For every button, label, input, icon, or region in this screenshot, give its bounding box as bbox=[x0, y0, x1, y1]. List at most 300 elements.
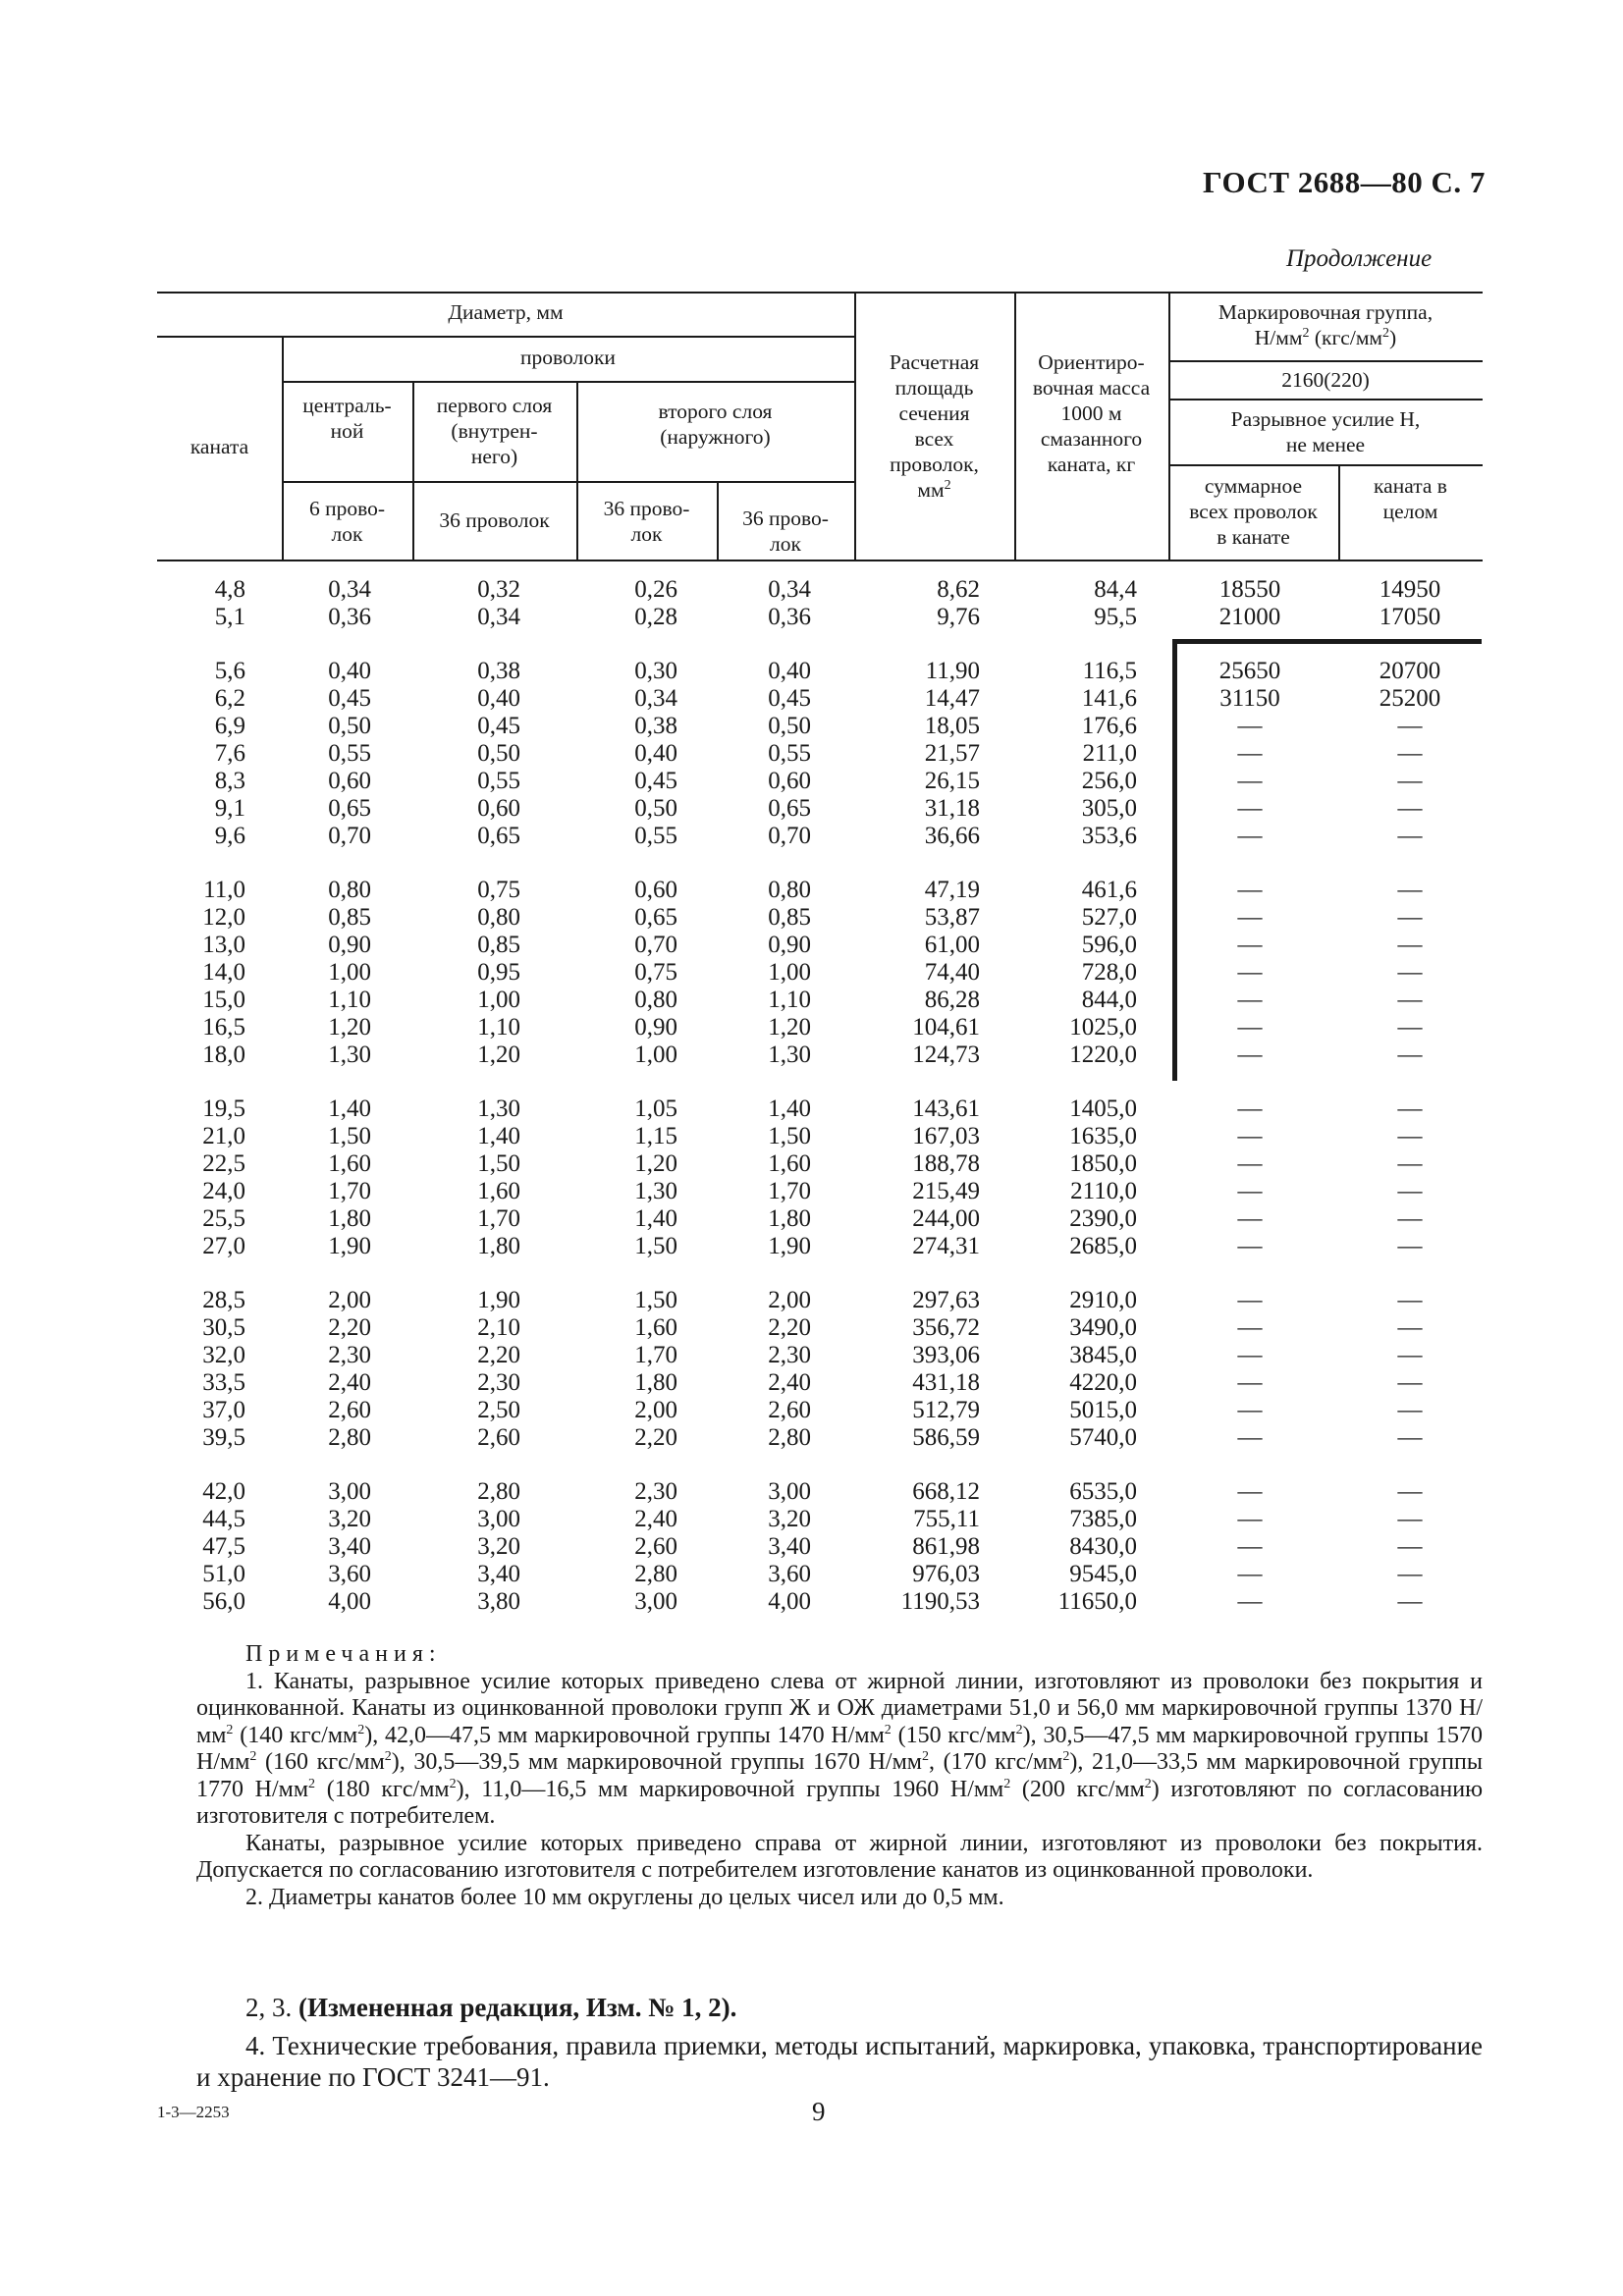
table-cell: 2,80 bbox=[768, 1424, 811, 1451]
table-cell: — bbox=[1237, 1150, 1263, 1177]
table-cell: 1,40 bbox=[768, 1095, 811, 1122]
table-cell: 36,66 bbox=[924, 823, 980, 849]
table-cell: — bbox=[1397, 932, 1423, 958]
table-row bbox=[0, 877, 1623, 904]
table-cell: 28,5 bbox=[202, 1287, 245, 1313]
table-row bbox=[0, 1041, 1623, 1069]
table-cell: 1,50 bbox=[328, 1123, 371, 1149]
table-cell: 0,80 bbox=[477, 904, 520, 931]
note-1: 1. Канаты, разрывное усилие которых приведено слева от жирной линии, изготовляют из проволоки без покрытия и оцинкованной. Канаты из оцинкованной проволоки групп Ж и ОЖ диаметрами 51,0 и 56,0 мм маркировочной группы 1370 $Н/мм^2$ (140 кгс/$мм^2$), 42,0—47,5 мм маркировочной группы 1470 $Н/мм^2$ (150 кгс/$мм^2$), 30,5—47,5 мм маркировочной группы 1570 $Н/мм^2$ (160 кгс/$мм^2$), 30,5—39,5 мм маркировочной группы 1670 $Н/мм^2$, (170 кгс/$мм^2$), 21,0—33,5 мм маркировочной группы 1770 $Н/мм^2$ (180 кгс/$мм^2$), 11,0—16,5 мм маркировочной группы 1960 $Н/мм^2$ (200 кгс/$мм^2$) изготовляют по согласованию изготовителя с потребителем. bbox=[196, 1668, 1483, 1829]
table-cell: 1,70 bbox=[328, 1178, 371, 1204]
table-cell: 15,0 bbox=[202, 987, 245, 1013]
table-cell: 0,40 bbox=[328, 658, 371, 684]
table-cell: 8430,0 bbox=[1069, 1533, 1137, 1560]
header-sum-wires: суммарное всех проволок в канате bbox=[1189, 474, 1318, 549]
table-cell: — bbox=[1237, 1478, 1263, 1505]
table-cell: 1,60 bbox=[477, 1178, 520, 1204]
table-cell: 2,00 bbox=[634, 1397, 677, 1423]
header-mark-group: Маркировочная группа, $Н/мм^2$ $(кгс/мм^2)$ bbox=[1217, 300, 1434, 349]
table-cell: 2,40 bbox=[768, 1369, 811, 1396]
table-cell: 0,45 bbox=[768, 685, 811, 712]
header-first-layer: первого слоя (внутрен- него) bbox=[436, 394, 553, 468]
table-cell: 1190,53 bbox=[900, 1588, 980, 1615]
table-cell: 2,20 bbox=[328, 1314, 371, 1341]
table-cell: — bbox=[1397, 1123, 1423, 1149]
table-cell: — bbox=[1397, 1178, 1423, 1204]
table-cell: — bbox=[1237, 1397, 1263, 1423]
table-cell: 844,0 bbox=[1081, 987, 1137, 1013]
table-cell: 0,65 bbox=[634, 904, 677, 931]
table-cell: 0,60 bbox=[328, 768, 371, 794]
table-cell: — bbox=[1237, 932, 1263, 958]
table-cell: 0,50 bbox=[768, 713, 811, 739]
table-cell: 1,40 bbox=[328, 1095, 371, 1122]
table-cell: 1,50 bbox=[768, 1123, 811, 1149]
table-row bbox=[0, 604, 1623, 631]
table-cell: 1850,0 bbox=[1069, 1150, 1137, 1177]
table-cell: — bbox=[1237, 877, 1263, 903]
header-diameter: Диаметр, мм bbox=[448, 300, 564, 324]
table-cell: 4220,0 bbox=[1069, 1369, 1137, 1396]
table-cell: 14,0 bbox=[202, 959, 245, 986]
table-cell: 2110,0 bbox=[1070, 1178, 1137, 1204]
note-1b: Канаты, разрывное усилие которых приведено справа от жирной линии, изготовляют из проволоки без покрытия. Допускается по согласованию изготовителя с потребителем изготовление канатов из оцинкованной проволоки. bbox=[196, 1830, 1483, 1883]
table-cell: 39,5 bbox=[202, 1424, 245, 1451]
table-cell: 0,70 bbox=[328, 823, 371, 849]
table-cell: — bbox=[1237, 959, 1263, 986]
table-cell: 5,1 bbox=[214, 604, 245, 630]
table-cell: 1,20 bbox=[768, 1014, 811, 1041]
table-cell: 11,90 bbox=[925, 658, 980, 684]
table-cell: 0,55 bbox=[328, 740, 371, 767]
table-cell: 42,0 bbox=[202, 1478, 245, 1505]
table-cell: 0,85 bbox=[768, 904, 811, 931]
table-cell: 393,06 bbox=[912, 1342, 980, 1368]
table-cell: 5,6 bbox=[214, 658, 245, 684]
table-cell: 2,20 bbox=[477, 1342, 520, 1368]
table-row bbox=[0, 959, 1623, 987]
table-cell: 32,0 bbox=[202, 1342, 245, 1368]
table-row bbox=[0, 1287, 1623, 1314]
header-6-wires: 6 прово- лок bbox=[308, 497, 386, 546]
table-row bbox=[0, 1533, 1623, 1561]
footer-code: 1-3—2253 bbox=[157, 2103, 230, 2121]
table-cell: 74,40 bbox=[924, 959, 980, 986]
table-cell: 1,80 bbox=[328, 1205, 371, 1232]
table-cell: 25,5 bbox=[202, 1205, 245, 1232]
table-cell: — bbox=[1397, 713, 1423, 739]
table-cell: 1,20 bbox=[477, 1041, 520, 1068]
table-cell: 3,20 bbox=[477, 1533, 520, 1560]
table-cell: 9545,0 bbox=[1069, 1561, 1137, 1587]
table-cell: 1,20 bbox=[328, 1014, 371, 1041]
table-cell: 3,80 bbox=[477, 1588, 520, 1615]
table-cell: — bbox=[1397, 1150, 1423, 1177]
table-cell: 1,00 bbox=[634, 1041, 677, 1068]
table-cell: 0,90 bbox=[768, 932, 811, 958]
table-row bbox=[0, 1095, 1623, 1123]
table-cell: 305,0 bbox=[1081, 795, 1137, 822]
table-cell: 21,0 bbox=[202, 1123, 245, 1149]
table-cell: 47,19 bbox=[924, 877, 980, 903]
table-cell: 1,10 bbox=[328, 987, 371, 1013]
table-cell: 8,3 bbox=[214, 768, 245, 794]
table-cell: 12,0 bbox=[202, 904, 245, 931]
table-cell: — bbox=[1397, 904, 1423, 931]
table-cell: — bbox=[1237, 1588, 1263, 1615]
table-cell: 1,50 bbox=[634, 1287, 677, 1313]
table-row bbox=[0, 1588, 1623, 1616]
table-cell: 1,60 bbox=[634, 1314, 677, 1341]
table-cell: 1,90 bbox=[477, 1287, 520, 1313]
table-cell: 1,10 bbox=[768, 987, 811, 1013]
table-cell: 1,00 bbox=[768, 959, 811, 986]
table-row bbox=[0, 932, 1623, 959]
table-cell: 176,6 bbox=[1081, 713, 1137, 739]
note-2: 2. Диаметры канатов более 10 мм округлены до целых чисел или до 0,5 мм. bbox=[245, 1884, 1004, 1910]
table-row bbox=[0, 823, 1623, 850]
table-cell: — bbox=[1397, 1287, 1423, 1313]
table-cell: 0,90 bbox=[328, 932, 371, 958]
table-cell: — bbox=[1237, 1041, 1263, 1068]
table-row bbox=[0, 768, 1623, 795]
table-row bbox=[0, 1150, 1623, 1178]
table-row bbox=[0, 1342, 1623, 1369]
table-cell: 1,30 bbox=[328, 1041, 371, 1068]
table-cell: 1,40 bbox=[634, 1205, 677, 1232]
table-cell: 1220,0 bbox=[1069, 1041, 1137, 1068]
table-cell: 1,00 bbox=[328, 959, 371, 986]
table-cell: 0,34 bbox=[634, 685, 677, 712]
table-cell: 2685,0 bbox=[1069, 1233, 1137, 1259]
table-cell: — bbox=[1397, 1588, 1423, 1615]
table-cell: — bbox=[1397, 1478, 1423, 1505]
table-cell: 61,00 bbox=[924, 932, 980, 958]
table-cell: — bbox=[1397, 795, 1423, 822]
table-cell: 527,0 bbox=[1081, 904, 1137, 931]
header-wires: проволоки bbox=[520, 346, 616, 369]
table-cell: 0,50 bbox=[328, 713, 371, 739]
table-cell: 7,6 bbox=[214, 740, 245, 767]
notes bbox=[196, 1641, 1483, 1911]
table-row bbox=[0, 1123, 1623, 1150]
table-cell: — bbox=[1237, 1095, 1263, 1122]
table-cell: 0,32 bbox=[477, 576, 520, 603]
table-cell: 9,6 bbox=[214, 823, 245, 849]
page-number: 9 bbox=[812, 2097, 826, 2126]
table-cell: 2,30 bbox=[477, 1369, 520, 1396]
table-cell: 2,20 bbox=[634, 1424, 677, 1451]
table-cell: 47,5 bbox=[202, 1533, 245, 1560]
table-cell: 1,60 bbox=[768, 1150, 811, 1177]
table-cell: 2910,0 bbox=[1069, 1287, 1137, 1313]
table-cell: 5015,0 bbox=[1069, 1397, 1137, 1423]
table-cell: 0,55 bbox=[477, 768, 520, 794]
table-cell: — bbox=[1397, 1041, 1423, 1068]
table-cell: 0,80 bbox=[634, 987, 677, 1013]
bold-divider-vertical bbox=[1172, 639, 1177, 1081]
table-cell: 18,0 bbox=[202, 1041, 245, 1068]
table-cell: 5740,0 bbox=[1069, 1424, 1137, 1451]
table-cell: 9,1 bbox=[214, 795, 245, 822]
table-cell: 2,60 bbox=[634, 1533, 677, 1560]
table-cell: — bbox=[1397, 823, 1423, 849]
table-cell: 18550 bbox=[1218, 576, 1281, 603]
table-cell: — bbox=[1237, 1233, 1263, 1259]
table-cell: 1,00 bbox=[477, 987, 520, 1013]
table-cell: 0,45 bbox=[634, 768, 677, 794]
table-cell: 25200 bbox=[1379, 685, 1441, 712]
table-cell: 668,12 bbox=[912, 1478, 980, 1505]
table-cell: — bbox=[1397, 987, 1423, 1013]
table-cell: 2,80 bbox=[477, 1478, 520, 1505]
table-cell: 1,80 bbox=[477, 1233, 520, 1259]
table-cell: 11,0 bbox=[203, 877, 245, 903]
table-cell: 0,45 bbox=[328, 685, 371, 712]
table-cell: 0,65 bbox=[477, 823, 520, 849]
table-cell: 2,50 bbox=[477, 1397, 520, 1423]
table-cell: — bbox=[1237, 1342, 1263, 1368]
table-cell: 1,80 bbox=[768, 1205, 811, 1232]
table-cell: — bbox=[1237, 1205, 1263, 1232]
table-cell: 19,5 bbox=[202, 1095, 245, 1122]
header-36-wires-c: 36 прово- лок bbox=[742, 507, 829, 556]
table-row bbox=[0, 1424, 1623, 1452]
table-cell: 3845,0 bbox=[1069, 1342, 1137, 1368]
table-cell: 1635,0 bbox=[1069, 1123, 1137, 1149]
table-cell: — bbox=[1237, 1424, 1263, 1451]
table-cell: 0,85 bbox=[477, 932, 520, 958]
table-cell: 2,60 bbox=[328, 1397, 371, 1423]
header-rope-whole: каната в целом bbox=[1374, 474, 1447, 523]
table-cell: 1,60 bbox=[328, 1150, 371, 1177]
table-cell: 2,60 bbox=[768, 1397, 811, 1423]
table-cell: 2,40 bbox=[328, 1369, 371, 1396]
table-cell: 86,28 bbox=[924, 987, 980, 1013]
table-cell: 18,05 bbox=[924, 713, 980, 739]
table-cell: 596,0 bbox=[1081, 932, 1137, 958]
table-cell: 0,34 bbox=[328, 576, 371, 603]
table-cell: — bbox=[1237, 713, 1263, 739]
table-cell: 2,30 bbox=[634, 1478, 677, 1505]
table-cell: 3,20 bbox=[768, 1506, 811, 1532]
table-cell: 31150 bbox=[1219, 685, 1280, 712]
table-cell: 0,36 bbox=[768, 604, 811, 630]
table-cell: 9,76 bbox=[937, 604, 980, 630]
table-cell: 2,00 bbox=[328, 1287, 371, 1313]
table-cell: 13,0 bbox=[202, 932, 245, 958]
table-cell: 0,60 bbox=[634, 877, 677, 903]
table-cell: 3,00 bbox=[477, 1506, 520, 1532]
table-cell: 1,30 bbox=[634, 1178, 677, 1204]
table-cell: — bbox=[1237, 987, 1263, 1013]
table-cell: 11650,0 bbox=[1057, 1588, 1137, 1615]
table-cell: 53,87 bbox=[924, 904, 980, 931]
table-cell: 1,80 bbox=[634, 1369, 677, 1396]
table-row bbox=[0, 1178, 1623, 1205]
table-cell: 0,65 bbox=[768, 795, 811, 822]
table-row bbox=[0, 713, 1623, 740]
table-cell: 4,00 bbox=[328, 1588, 371, 1615]
table-cell: — bbox=[1397, 1561, 1423, 1587]
table-cell: — bbox=[1237, 1533, 1263, 1560]
table-cell: 124,73 bbox=[912, 1041, 980, 1068]
table-cell: 0,75 bbox=[477, 877, 520, 903]
table-cell: 0,70 bbox=[768, 823, 811, 849]
table-row bbox=[0, 1506, 1623, 1533]
table-cell: — bbox=[1397, 1369, 1423, 1396]
table-cell: 1,30 bbox=[768, 1041, 811, 1068]
table-cell: 1,40 bbox=[477, 1123, 520, 1149]
table-cell: 1,90 bbox=[328, 1233, 371, 1259]
table-cell: 33,5 bbox=[202, 1369, 245, 1396]
table-cell: 0,40 bbox=[768, 658, 811, 684]
table-cell: 31,18 bbox=[924, 795, 980, 822]
table-cell: — bbox=[1397, 1095, 1423, 1122]
table-cell: 0,80 bbox=[768, 877, 811, 903]
table-cell: 7385,0 bbox=[1069, 1506, 1137, 1532]
header-central: централь- ной bbox=[302, 394, 392, 443]
table-cell: 274,31 bbox=[912, 1233, 980, 1259]
table-row bbox=[0, 1314, 1623, 1342]
table-cell: — bbox=[1397, 1205, 1423, 1232]
table-cell: 2,20 bbox=[768, 1314, 811, 1341]
header-rope: каната bbox=[189, 435, 249, 458]
table-cell: 1,90 bbox=[768, 1233, 811, 1259]
table-cell: — bbox=[1237, 1178, 1263, 1204]
table-row bbox=[0, 658, 1623, 685]
table-cell: 0,55 bbox=[768, 740, 811, 767]
table-cell: 141,6 bbox=[1081, 685, 1137, 712]
table-cell: 22,5 bbox=[202, 1150, 245, 1177]
table-cell: 0,38 bbox=[634, 713, 677, 739]
table-cell: 1,30 bbox=[477, 1095, 520, 1122]
table-cell: 0,28 bbox=[634, 604, 677, 630]
table-cell: 1,50 bbox=[634, 1233, 677, 1259]
table-cell: — bbox=[1237, 1287, 1263, 1313]
table-cell: 1025,0 bbox=[1069, 1014, 1137, 1041]
table-cell: 0,70 bbox=[634, 932, 677, 958]
table-cell: 356,72 bbox=[912, 1314, 980, 1341]
table-cell: — bbox=[1397, 1533, 1423, 1560]
table-cell: 976,03 bbox=[912, 1561, 980, 1587]
table-row bbox=[0, 987, 1623, 1014]
table-cell: 755,11 bbox=[913, 1506, 980, 1532]
table-cell: 3,60 bbox=[328, 1561, 371, 1587]
table-cell: 1,50 bbox=[477, 1150, 520, 1177]
table-cell: 512,79 bbox=[912, 1397, 980, 1423]
table-cell: — bbox=[1397, 959, 1423, 986]
table-row bbox=[0, 740, 1623, 768]
table-cell: 0,65 bbox=[328, 795, 371, 822]
table-cell: 56,0 bbox=[202, 1588, 245, 1615]
table-row bbox=[0, 1561, 1623, 1588]
table-cell: 461,6 bbox=[1081, 877, 1137, 903]
table-cell: 14,47 bbox=[924, 685, 980, 712]
table-cell: 2,80 bbox=[328, 1424, 371, 1451]
bold-divider-horizontal bbox=[1172, 639, 1482, 644]
continuation-label: Продолжение bbox=[1286, 245, 1433, 272]
table-cell: 6,2 bbox=[214, 685, 245, 712]
table-cell: 8,62 bbox=[937, 576, 980, 603]
table-cell: 24,0 bbox=[202, 1178, 245, 1204]
table-cell: — bbox=[1397, 740, 1423, 767]
header-mass: Ориентиро- вочная масса 1000 м смазанного каната, кг bbox=[1032, 350, 1151, 476]
item-2-3: 2, 3. (Измененная редакция, Изм. № 1, 2). bbox=[245, 1993, 737, 2022]
table-cell: 3,60 bbox=[768, 1561, 811, 1587]
table-cell: 1,70 bbox=[634, 1342, 677, 1368]
table-cell: — bbox=[1237, 1314, 1263, 1341]
table-cell: — bbox=[1397, 1314, 1423, 1341]
table-cell: 188,78 bbox=[912, 1150, 980, 1177]
notes-title: Примечания: bbox=[245, 1641, 442, 1667]
table-cell: 0,55 bbox=[634, 823, 677, 849]
table-cell: 6535,0 bbox=[1069, 1478, 1137, 1505]
header-36-wires-a: 36 проволок bbox=[439, 508, 550, 532]
table-cell: 256,0 bbox=[1081, 768, 1137, 794]
table-cell: 1,70 bbox=[768, 1178, 811, 1204]
table-cell: — bbox=[1397, 1233, 1423, 1259]
table-cell: 0,30 bbox=[634, 658, 677, 684]
table-cell: 30,5 bbox=[202, 1314, 245, 1341]
table-cell: 0,85 bbox=[328, 904, 371, 931]
table-cell: 20700 bbox=[1379, 658, 1441, 684]
header-break-force: Разрывное усилие Н, не менее bbox=[1230, 407, 1421, 456]
amendment-note: (Измененная редакция, Изм. № 1, 2). bbox=[298, 1993, 737, 2022]
table-cell: — bbox=[1237, 740, 1263, 767]
table-cell: — bbox=[1397, 1506, 1423, 1532]
table-cell: 3,40 bbox=[477, 1561, 520, 1587]
table-cell: 6,9 bbox=[214, 713, 245, 739]
table-cell: 1,20 bbox=[634, 1150, 677, 1177]
table-row bbox=[0, 1233, 1623, 1260]
table-cell: 21,57 bbox=[924, 740, 980, 767]
table-cell: 3,20 bbox=[328, 1506, 371, 1532]
table-cell: 116,5 bbox=[1082, 658, 1137, 684]
table-cell: 2390,0 bbox=[1069, 1205, 1137, 1232]
table-cell: 21000 bbox=[1218, 604, 1281, 630]
header-mark-value: 2160(220) bbox=[1281, 368, 1370, 392]
table-cell: 3490,0 bbox=[1069, 1314, 1137, 1341]
table-cell: 1,05 bbox=[634, 1095, 677, 1122]
table-cell: 27,0 bbox=[202, 1233, 245, 1259]
table-cell: 215,49 bbox=[912, 1178, 980, 1204]
table-cell: 211,0 bbox=[1082, 740, 1137, 767]
table-cell: — bbox=[1237, 823, 1263, 849]
table-cell: 37,0 bbox=[202, 1397, 245, 1423]
table-cell: 2,00 bbox=[768, 1287, 811, 1313]
table-cell: 4,8 bbox=[214, 576, 245, 603]
table-cell: 1,15 bbox=[634, 1123, 677, 1149]
table-row bbox=[0, 576, 1623, 604]
document-header: ГОСТ 2688—80 С. 7 bbox=[1203, 165, 1486, 199]
table-cell: 2,80 bbox=[634, 1561, 677, 1587]
table-row bbox=[0, 1397, 1623, 1424]
table-cell: 2,40 bbox=[634, 1506, 677, 1532]
table-cell: 2,30 bbox=[328, 1342, 371, 1368]
table-cell: 244,00 bbox=[912, 1205, 980, 1232]
table-cell: 2,30 bbox=[768, 1342, 811, 1368]
table-cell: — bbox=[1237, 1014, 1263, 1041]
table-cell: 17050 bbox=[1379, 604, 1441, 630]
table-cell: 0,40 bbox=[634, 740, 677, 767]
table-cell: 1,10 bbox=[477, 1014, 520, 1041]
table-cell: 0,50 bbox=[634, 795, 677, 822]
table-cell: 26,15 bbox=[924, 768, 980, 794]
table-cell: 3,00 bbox=[328, 1478, 371, 1505]
table-cell: — bbox=[1397, 877, 1423, 903]
table-cell: — bbox=[1237, 795, 1263, 822]
